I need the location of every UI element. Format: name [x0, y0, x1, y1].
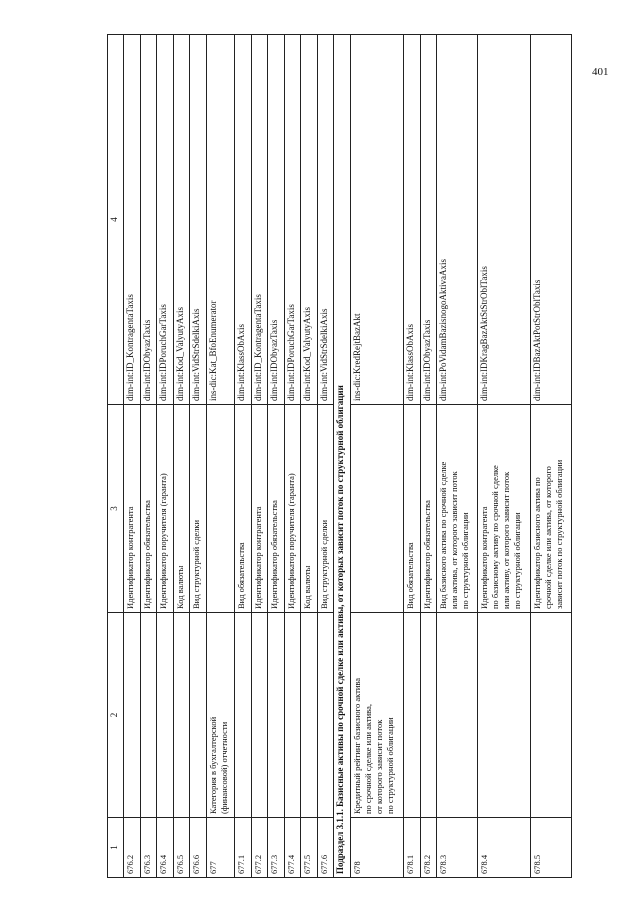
row-indicator-name: [251, 613, 268, 818]
row-indicator-name: [317, 613, 334, 818]
row-taxonomy-element: dim-int:IDObyazTaxis: [268, 35, 285, 405]
text-line: Идентификатор базисного актива по: [532, 477, 543, 609]
table-row: [268, 35, 285, 878]
table-body-after: [350, 35, 571, 878]
table-row: [404, 35, 421, 878]
row-taxonomy-element: dim-int:KlassObAxis: [404, 35, 421, 405]
text-line: Вид базисного актива по срочной сделке: [438, 461, 449, 609]
table-row: [301, 35, 318, 878]
row-number: 677: [206, 818, 234, 878]
text-line: или актива, от которого зависит поток: [449, 471, 460, 609]
row-axis-description: [350, 405, 403, 613]
text-line: от которого зависит поток: [374, 719, 385, 814]
row-taxonomy-element: dim-int:IDKragBazAktStStrOblTaxis: [478, 35, 531, 405]
row-indicator-name: [235, 613, 252, 818]
row-taxonomy-element: dim-int:PoVidamBazisnogoAktivaAxis: [437, 35, 478, 405]
row-number: 676.6: [190, 818, 207, 878]
section-title: Подраздел 3.1.1. Базисные активы по срочной сделке или активы, от которых зависит поток по структурной облигации: [334, 35, 351, 878]
row-indicator-name: [124, 613, 141, 818]
row-taxonomy-element: dim-int:Kod_ValyutyAxis: [173, 35, 190, 405]
header-col-3: 3: [108, 405, 124, 613]
row-number: 676.3: [140, 818, 157, 878]
table-row: [157, 35, 174, 878]
text-line: или активу, от которого зависит поток: [501, 471, 512, 609]
row-number: 677.6: [317, 818, 334, 878]
row-indicator-name: [404, 613, 421, 818]
table-row: [284, 35, 301, 878]
row-indicator-name: [437, 613, 478, 818]
table-row: [420, 35, 437, 878]
text-line: Код валюты: [174, 565, 185, 609]
row-indicator-name: [284, 613, 301, 818]
row-axis-description: [437, 405, 478, 613]
row-number: 678.4: [478, 818, 531, 878]
row-axis-description: [531, 405, 572, 613]
table-header-row: [108, 35, 124, 878]
row-axis-description: [317, 405, 334, 613]
table-row: [317, 35, 334, 878]
section-body: [334, 35, 351, 878]
row-number: 677.5: [301, 818, 318, 878]
row-taxonomy-element: dim-int:IDObyazTaxis: [420, 35, 437, 405]
row-taxonomy-element: dim-int:Kod_ValyutyAxis: [301, 35, 318, 405]
row-axis-description: [124, 405, 141, 613]
row-taxonomy-element: dim-int:ID_KontragentaTaxis: [124, 35, 141, 405]
page-number: 401: [592, 66, 609, 78]
row-taxonomy-element: dim-int:IDBazAktPotStrOblTaxis: [531, 35, 572, 405]
text-line: Категория в бухгалтерской: [207, 716, 218, 814]
row-taxonomy-element: dim-int:IDObyazTaxis: [140, 35, 157, 405]
header-col-2: 2: [108, 613, 124, 818]
text-line: (финансовой) отчетности: [218, 721, 229, 814]
row-axis-description: [157, 405, 174, 613]
table-row: [206, 35, 234, 878]
row-indicator-name: [268, 613, 285, 818]
row-taxonomy-element: ins-dic:KredRejtBazAkt: [350, 35, 403, 405]
row-number: 676.4: [157, 818, 174, 878]
text-line: по структурной облигации: [385, 717, 396, 814]
row-taxonomy-element: ins-dic:Kat_BfoEnumerator: [206, 35, 234, 405]
row-axis-description: [190, 405, 207, 613]
text-line: Идентификатор контрагента: [252, 506, 263, 609]
row-indicator-name: [190, 613, 207, 818]
row-number: 677.3: [268, 818, 285, 878]
row-indicator-name: [420, 613, 437, 818]
row-number: 677.4: [284, 818, 301, 878]
text-line: по структурной облигации: [512, 512, 523, 609]
table-row: [173, 35, 190, 878]
table-body-before: [124, 35, 334, 878]
row-number: 678: [350, 818, 403, 878]
table-row: [190, 35, 207, 878]
row-number: 678.3: [437, 818, 478, 878]
header-col-4: 4: [108, 35, 124, 405]
row-indicator-name: [531, 613, 572, 818]
table-row: [124, 35, 141, 878]
row-indicator-name: [206, 613, 234, 818]
section-row: [334, 35, 351, 878]
text-line: Вид структурной сделки: [191, 519, 202, 609]
text-line: по структурной облигации: [460, 512, 471, 609]
text-line: Идентификатор обязательства: [141, 500, 152, 609]
text-line: Кредитный рейтинг базисного актива: [351, 677, 362, 814]
row-number: 678.2: [420, 818, 437, 878]
row-number: 677.1: [235, 818, 252, 878]
row-axis-description: [206, 405, 234, 613]
text-line: по срочной сделке или актива,: [363, 704, 374, 814]
header-col-1: 1: [108, 818, 124, 878]
row-number: 676.5: [173, 818, 190, 878]
row-number: 677.2: [251, 818, 268, 878]
row-taxonomy-element: dim-int:ID_KontragentaTaxis: [251, 35, 268, 405]
rotated-table-wrapper: [107, 35, 572, 878]
row-indicator-name: [350, 613, 403, 818]
row-axis-description: [420, 405, 437, 613]
text-line: срочной сделке или актива, от которого: [543, 466, 554, 609]
row-taxonomy-element: dim-int:IDPoruchGarTaxis: [157, 35, 174, 405]
table-row: [437, 35, 478, 878]
text-line: Код валюты: [302, 565, 313, 609]
row-taxonomy-element: dim-int:VidStrSdelkiAxis: [317, 35, 334, 405]
text-line: Вид обязательства: [236, 542, 247, 609]
table-row: [140, 35, 157, 878]
row-taxonomy-element: dim-int:IDPoruchGarTaxis: [284, 35, 301, 405]
table-row: [251, 35, 268, 878]
row-axis-description: [173, 405, 190, 613]
text-line: Вид обязательства: [405, 542, 416, 609]
row-number: 676.2: [124, 818, 141, 878]
row-axis-description: [404, 405, 421, 613]
row-taxonomy-element: dim-int:KlassObAxis: [235, 35, 252, 405]
table-row: [350, 35, 403, 878]
row-axis-description: [268, 405, 285, 613]
row-number: 678.1: [404, 818, 421, 878]
text-line: по базисному активу по срочной сделке: [490, 465, 501, 609]
text-line: Идентификатор поручителя (гаранта): [285, 473, 296, 609]
text-line: Идентификатор контрагента: [479, 506, 489, 609]
row-axis-description: [301, 405, 318, 613]
text-line: Идентификатор поручителя (гаранта): [158, 473, 169, 609]
row-axis-description: [284, 405, 301, 613]
row-indicator-name: [173, 613, 190, 818]
row-indicator-name: [478, 613, 531, 818]
row-taxonomy-element: dim-int:VidStrSdelkiAxis: [190, 35, 207, 405]
row-axis-description: [235, 405, 252, 613]
table-row: [235, 35, 252, 878]
text-line: Идентификатор обязательства: [421, 500, 432, 609]
text-line: Идентификатор обязательства: [269, 500, 280, 609]
text-line: Идентификатор контрагента: [125, 506, 135, 609]
taxonomy-table: [107, 34, 572, 878]
row-indicator-name: [140, 613, 157, 818]
row-indicator-name: [157, 613, 174, 818]
text-line: зависит поток по структурной облигации: [554, 459, 565, 609]
row-indicator-name: [301, 613, 318, 818]
table-row: [478, 35, 531, 878]
text-line: Вид структурной сделки: [318, 519, 329, 609]
table-row: [531, 35, 572, 878]
row-axis-description: [251, 405, 268, 613]
row-axis-description: [478, 405, 531, 613]
row-number: 678.5: [531, 818, 572, 878]
row-axis-description: [140, 405, 157, 613]
